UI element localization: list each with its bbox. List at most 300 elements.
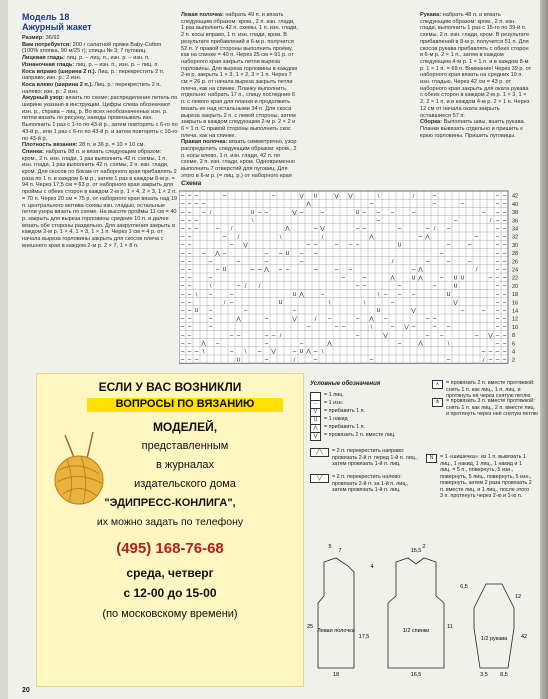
chart-symbol: − [488,275,493,282]
dimension-label: 17,5 [358,634,370,640]
chart-symbol: ⋁ [271,349,276,356]
col1-paragraph-text: вязать по схеме; распределение петель по ширине указано в инструкции. Цифры слева обозначают изн. р., справа – лиц. р. Во всех необозначенных изн. р. петли вязать по рисунку, накиды провязывать изн. Выполнить 1 раз с 1-го по 43-й р., затем повторять с 6-го по 43-й р., или 1 раз с 6-го по 43-й р. и затем повторять с 10-го по 43-й р. [22,95,178,142]
chart-symbol: − [502,349,507,356]
chart-symbol: − [187,275,192,282]
chart-row-label: 18 [512,292,519,299]
legend-text: = провязать 2 п. вместе протяжкой: снять 1 п. как лиц., 1 п. лиц. и протянуть её через снятую петлю [446,380,535,399]
legend-symbol-icon: ╱╲ [310,448,329,457]
chart-symbol: − [439,332,444,339]
sleeve-label: 1/2 рукава [480,636,508,642]
chart-symbol: − [502,291,507,298]
ad-line-8: их можно задать по телефону [96,516,244,528]
chart-symbol: − [495,193,500,200]
legend-title: Условные обозначения [310,381,381,387]
legend-text: = прибавить 1 п. [324,408,366,414]
chart-symbol: − [334,242,339,249]
col1-paragraph [22,69,178,82]
chart-symbol: ⋁ [292,316,297,323]
chart-symbol: − [411,324,416,331]
chart-symbol: \ [321,349,324,356]
chart-symbol: ⋁ [320,226,325,233]
chart-symbol: − [453,218,458,224]
chart-symbol: ⋁ [453,300,458,306]
chart-symbol: U [376,308,381,315]
chart-symbol: − [187,250,192,257]
chart-symbol: − [187,201,192,208]
chart-symbol: − [432,324,437,331]
chart-symbol: − [355,316,360,323]
col1-paragraph-text: Лиц. р.: перекрестить 2 п. направо; изн. р.: 2 изн. [22,68,165,82]
chart-symbol: − [383,291,388,298]
chart-symbol: − [502,218,507,224]
chart-symbol: − [495,341,500,347]
col2-paragraph-text: набрать 49 п. и вязать следующим образом: кром., 2 п. изн. глади, 1 раз выполнить 42 п. схемы, 1 п. изн. глади, 2 п. косы вправо, 1 п. изн. глади, кром. В результате прибавлений в 6-м р. получится 52 п. У правой стороны выполнить проёму, как на спинке = 40 п. Через 25 см = 91 р. от наборного края закрыть петли выреза горловины. Для выреза горловины в каждом 2-м р. закрыть 1 × 3, 1 × 2, 3 × 1 п. Через 7 см = 26 р. от начала выреза закрыть петли плеча, как на спинке. Планку выполнить отдельно: набрать 17 п., спицу последние 6 п. с левого края для планки и продолжить вязать их над остальными 34 п. Для скоса выреза закрыть 2 п. с левой стороны, затем закрыть в каждом следующем 2-м р. 2 × 2 и 6 × 1 п. С правой стороны выполнить скос плеча, как на спинке. [181,12,298,139]
chart-symbol: − [229,291,234,298]
chart-row-label: 40 [512,201,519,208]
col1-paragraph [22,62,178,69]
chart-symbol: − [495,242,500,249]
chart-symbol: − [208,291,213,298]
chart-symbol: − [362,209,367,216]
chart-symbol: − [264,316,269,323]
chart-symbol: − [180,201,185,208]
chart-symbol: U [411,275,416,282]
chart-symbol: − [502,259,507,265]
col1-paragraph-heading: Вам потребуется: [22,41,73,48]
chart-symbol: − [187,308,192,315]
chart-symbol: / [321,234,324,241]
col3-paragraph-heading: Рукава: [420,12,443,18]
instructions-column-4 [420,12,532,178]
col1-paragraph-text: 28 п. и 36 р. = 10 × 10 см. [79,142,146,149]
chart-symbol: − [369,201,374,208]
chart-symbol: − [495,357,500,364]
col1-paragraph-text: 36/92 [45,35,60,41]
chart-symbol: / [244,283,247,290]
chart-symbol: − [180,283,185,290]
chart-symbol: ⋀ [285,226,290,233]
col2-paragraph [181,139,298,178]
legend-text: = 1 «шишечка»: из 1 п. вывязать 1 лиц., 1 накид, 1 лиц., 1 накид и 1 лиц. = 5 п., повернуть, 5 изн., повернуть, 5 лиц., повернуть, 5 изн., повернуть, затем 2 раза провязать 2 п. вместе лиц. и 1 лиц., после этого 3 п. протянуть через 2-ю и 1-ю п. [440,454,532,499]
col1-paragraph [22,82,178,95]
chart-symbol: − [313,357,318,364]
chart-row-label: 32 [512,234,519,241]
chart-symbol: ⋁ [488,332,493,339]
chart-legend [304,378,540,528]
chart-symbol: U [355,209,360,216]
chart-symbol: ⋀ [390,275,395,282]
chart-symbol: − [313,267,318,274]
col1-paragraph-heading: Спинка: [22,148,46,155]
chart-symbol: − [327,316,332,323]
chart-symbol: / [314,316,317,323]
chart-symbol: − [495,209,500,216]
chart-symbol: \ [377,193,380,200]
front-label: Левая полочка [317,628,355,634]
col3-paragraph [420,119,532,139]
chart-symbol: − [502,209,507,216]
chart-symbol: U [453,283,458,290]
chart-symbol: − [180,300,185,306]
chart-symbol: − [488,349,493,356]
chart-symbol: − [369,357,374,364]
chart-symbol: − [187,209,192,216]
chart-symbol: / [279,332,282,339]
chart-symbol: − [187,267,192,274]
chart-symbol: / [391,259,394,265]
col1-paragraph-text: лиц. р. – изн. п., изн. р. – лиц. п. [75,61,159,68]
dimension-label: 42 [520,634,528,640]
chart-symbol: − [208,308,213,315]
chart-symbol: − [187,193,192,200]
chart-symbol: ⋁ [292,209,297,216]
chart-symbol: U [292,291,297,298]
chart-symbol: − [355,283,360,290]
chart-symbol: ⋀ [327,341,332,347]
ad-line-4: представленным [141,440,229,452]
chart-symbol: \ [209,283,212,290]
legend-symbol-icon: − [310,400,321,409]
chart-symbol: − [313,349,318,356]
chart-symbol: − [362,283,367,290]
legend-text: = прибавить 1 п. [324,424,366,430]
chart-symbol: − [187,242,192,249]
chart-symbol: − [446,259,451,265]
chart-symbol: ⋀ [418,275,423,282]
sleeve-piece-outline [474,584,514,668]
chart-symbol: − [180,275,185,282]
chart-symbol: − [502,226,507,233]
chart-row-label: 10 [512,324,519,331]
chart-symbol: ⋁ [404,324,409,331]
chart-symbol: − [278,267,283,274]
chart-row-label: 14 [512,308,519,315]
chart-symbol: U [453,275,458,282]
back-piece-outline [388,558,444,668]
chart-symbol: \ [279,234,282,241]
chart-symbol: − [502,283,507,290]
chart-symbol: \ [328,300,331,306]
ad-line-10: среда, четверг [126,566,214,580]
chart-symbol: ⋁ [334,193,339,200]
col2-paragraphs [181,12,298,178]
chart-symbol: \ [370,324,373,331]
chart-row-label: 30 [512,242,519,249]
chart-symbol: − [502,250,507,257]
chart-symbol: − [495,218,500,224]
chart-symbol: \ [363,300,366,306]
chart-symbol: − [180,332,185,339]
chart-symbol: \ [202,349,205,356]
chart-symbol: − [229,349,234,356]
chart-symbol: − [481,349,486,356]
chart-symbol: − [432,201,437,208]
chart-symbol: − [495,267,500,274]
ad-line-3: МОДЕЛЕЙ, [152,420,218,434]
chart-symbol: − [481,209,486,216]
chart-symbol: − [495,300,500,306]
knitting-chart [179,189,535,365]
chart-symbol: U [278,300,283,306]
chart-symbol: − [194,201,199,208]
chart-symbol: ⋀ [418,267,423,274]
dimension-label: 15,5 [410,548,422,554]
chart-symbol: − [180,209,185,216]
chart-symbol: − [187,226,192,233]
chart-symbol: ⋀ [264,267,269,274]
chart-symbol: − [229,332,234,339]
chart-symbol: − [187,283,192,290]
chart-symbol: − [341,275,346,282]
chart-symbol: ⋀ [236,316,241,323]
chart-symbol: U [397,242,402,249]
chart-symbol: − [187,316,192,323]
chart-symbol: − [194,349,199,356]
chart-symbol: − [474,234,479,241]
chart-symbol: ⋀ [306,201,311,208]
dimension-label: 2 [422,544,426,550]
col3-paragraph-text: Выполнить швы, вшить рукава. Планки вывязать отдельно и пришить к краю горловины. Пришить пуговицы. [420,119,526,139]
chart-symbol: − [208,316,213,323]
chart-row-label: 4 [512,349,516,356]
chart-symbol: − [474,332,479,339]
chart-symbol: − [362,275,367,282]
chart-symbol: − [180,324,185,331]
chart-symbol: − [243,308,248,315]
legend-text: = 1 накид [324,416,348,422]
chart-symbol: U [460,275,465,282]
dimension-label: 7 [338,548,342,554]
chart-symbol: − [502,308,507,315]
chart-symbol: − [334,267,339,274]
chart-symbol: − [495,283,500,290]
col1-paragraph-text: 200 г салатной пряжи Baby-Cotton (100% хлопка, 90 м/25 г); спицы № 3; 7 пуговиц. [22,41,162,55]
col1-paragraphs [22,35,178,250]
ad-line-5: в журналах [155,459,215,471]
col1-paragraph [22,95,178,142]
chart-symbol: − [495,349,500,356]
chart-symbol: − [425,226,430,233]
chart-symbol: / [230,226,233,233]
chart-row-label: 12 [512,316,519,323]
chart-symbol: U [222,267,227,274]
legend-symbol-icon: ╲╱ [310,474,329,483]
chart-symbol: − [334,324,339,331]
dimension-label: 5 [328,544,332,550]
chart-symbol: \ [244,349,247,356]
chart-title: Схема [181,180,202,187]
chart-row-label: 42 [512,193,519,200]
chart-symbol: − [397,291,402,298]
chart-symbol: − [376,218,381,224]
chart-row-label: 2 [512,357,516,364]
col1-paragraph-heading: Коса вправо (ширина 2 п.). [22,68,98,75]
chart-symbol: − [208,324,213,331]
chart-row-label: 22 [512,275,519,282]
dimension-label: 12 [514,594,522,600]
chart-symbol: − [502,324,507,331]
chart-symbol: − [446,242,451,249]
chart-symbol: − [180,341,185,347]
chart-symbol: / [258,283,261,290]
chart-symbol: − [278,250,283,257]
chart-symbol: − [180,218,185,224]
chart-symbol: − [488,357,493,364]
chart-symbol: ⋀ [369,316,374,323]
chart-symbol: − [460,308,465,315]
chart-symbol: − [208,275,213,282]
chart-symbol: / [475,267,478,274]
chart-symbol: − [439,275,444,282]
chart-symbol: − [446,324,451,331]
dimension-label: 11 [447,624,453,630]
legend-symbol-icon: N [426,454,437,463]
chart-symbol: − [215,226,220,233]
chart-symbol: − [180,242,185,249]
instructions-column-1 [22,12,178,367]
dimension-label: 16,5 [410,672,422,678]
chart-symbol: − [383,316,388,323]
instructions-column-2 [181,12,298,178]
ad-line-11: с 12-00 до 15-00 [123,586,217,600]
chart-symbol: − [355,226,360,233]
chart-symbol: − [467,242,472,249]
chart-symbol: − [397,341,402,347]
legend-text: = провязать 3 п. вместе протяжкой: снять 1 п. как лиц., 2 п. вместе лиц. и протянуть через неё снятую петлю [446,398,538,417]
chart-symbol: − [348,242,353,249]
chart-symbol: U [446,291,451,298]
chart-symbol: ⋀ [369,234,374,241]
chart-symbol: − [495,308,500,315]
col1-paragraph-heading: Размер: [22,35,46,41]
chart-symbol: U [194,308,199,315]
chart-symbol: − [229,300,234,306]
dimension-label: 25 [306,624,314,630]
chart-symbol: − [411,291,416,298]
chart-symbol: \ [195,291,198,298]
chart-symbol: − [299,209,304,216]
chart-symbol: − [495,332,500,339]
chart-row-label: 6 [512,341,516,348]
pattern-schematics [304,528,540,678]
chart-symbol: − [502,300,507,306]
chart-row-label: 8 [512,333,516,340]
col1-paragraph-text: лиц. р. – лиц. п., изн. р. – изн. п. [66,55,150,62]
chart-symbol: − [502,242,507,249]
chart-symbol: \ [377,291,380,298]
ad-line-6: издательского дома [134,478,236,490]
chart-symbol: − [495,201,500,208]
chart-symbol: − [439,250,444,257]
chart-symbol: − [236,332,241,339]
chart-symbol: − [397,226,402,233]
chart-symbol: \ [251,218,254,224]
chart-symbol: − [187,357,192,364]
chart-symbol: − [229,242,234,249]
legend-item [310,448,422,468]
chart-symbol: − [467,259,472,265]
chart-symbol: − [411,267,416,274]
chart-symbol: − [187,234,192,241]
chart-symbol: − [264,209,269,216]
model-number: Модель 18 [22,12,70,22]
chart-symbol: − [481,308,486,315]
chart-symbol: − [313,226,318,233]
chart-row-label: 38 [512,210,519,217]
chart-symbol: − [502,267,507,274]
chart-symbol: − [180,226,185,233]
col1-paragraph-heading: Ажурный узор: [22,95,66,102]
chart-symbol: − [180,308,185,315]
chart-symbol: − [362,226,367,233]
ad-line-2: ВОПРОСЫ ПО ВЯЗАНИЮ [115,398,255,410]
dimension-label: 6,5 [460,584,468,590]
chart-symbol: U [250,209,255,216]
col3-paragraphs [420,12,532,139]
chart-symbol: − [495,250,500,257]
chart-symbol: − [180,316,185,323]
chart-symbol: − [341,324,346,331]
chart-symbol: \ [447,341,450,347]
chart-symbol: U [285,250,290,257]
legend-text: = 1 лиц. [324,392,344,398]
col3-paragraph-heading: Сборка: [420,119,444,126]
legend-symbol-icon: ⋔ [432,398,443,407]
col2-paragraph-text: вязать симметрично, узор распределить следующим образом: кром., 2 п. косы влево, 1 п. изн. глади, 42 п. по схеме, 2 п. изн. глади, кром. Одновременно выполнить 7 отверстий для пуговиц. Для этого в 6-м р. (= лиц. р.) от наборного края [181,139,297,178]
chart-symbol: / [223,300,226,306]
ad-line-1: ЕСЛИ У ВАС ВОЗНИКЛИ [98,380,242,394]
chart-symbol: − [495,324,500,331]
chart-symbol: − [502,341,507,347]
front-piece-outline [318,558,354,668]
chart-symbol: ⋁ [299,193,304,200]
legend-symbol-icon: ⋀ [310,424,321,433]
legend-item [310,432,422,441]
chart-symbol: − [306,324,311,331]
chart-symbol: − [271,193,276,200]
chart-symbol: − [495,234,500,241]
chart-symbol: − [320,209,325,216]
chart-symbol: − [285,267,290,274]
chart-row-label: 28 [512,251,519,258]
legend-text: = 1 изн. [324,400,344,406]
chart-row-label: 34 [512,226,519,233]
page-number: 20 [22,687,30,694]
col1-paragraph [22,35,178,42]
chart-symbol: − [194,357,199,364]
chart-row-label: 36 [512,218,519,225]
chart-symbol: − [376,209,381,216]
chart-symbol: / [412,193,415,200]
chart-row-label: 26 [512,259,519,266]
chart-symbol: − [299,341,304,347]
chart-symbol: ⋀ [425,234,430,241]
legend-text: = 2 п. перекрестить направо: провязать 2-й п. перед 1-й п. лиц., затем провязать 1-й п. лиц. [332,448,418,467]
chart-symbol: − [187,332,192,339]
magazine-page [8,0,540,699]
chart-symbol: − [236,259,241,265]
chart-symbol: / [293,357,296,364]
chart-symbol: − [208,259,213,265]
chart-symbol: ⋀ [201,341,206,347]
chart-symbol: − [432,316,437,323]
chart-symbol: − [502,234,507,241]
chart-symbol: − [187,218,192,224]
chart-symbol: − [194,193,199,200]
chart-symbol: − [264,259,269,265]
instructions-column-3 [302,12,412,178]
advert-box [36,373,304,687]
